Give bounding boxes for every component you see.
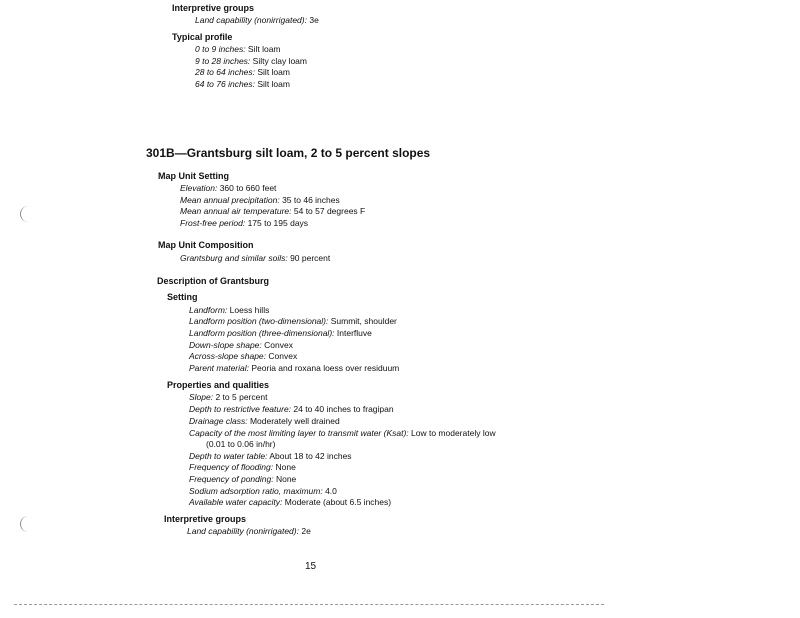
prev-land-capability-value: 3e: [306, 15, 319, 25]
prev-land-capability-label: Land capability (nonirrigated):: [195, 15, 307, 25]
profile-layer-row: [195, 79, 290, 89]
desc-setting-label: Landform position (two-dimensional):: [189, 316, 329, 326]
property-value: 2 to 5 percent: [213, 392, 268, 402]
property-value: Low to moderately low: [408, 428, 496, 438]
desc-setting-value: Loess hills: [227, 305, 270, 315]
setting-value: 54 to 57 degrees F: [291, 206, 366, 216]
desc-setting-label: Landform position (three-dimensional):: [189, 328, 335, 338]
property-value: Moderate (about 6.5 inches): [282, 497, 392, 507]
setting-row: [180, 183, 276, 193]
property-label: Frequency of ponding:: [189, 474, 274, 484]
setting-row: [180, 195, 340, 205]
description-setting-heading: Setting: [167, 292, 198, 302]
profile-layer-texture: Silt loam: [255, 79, 290, 89]
profile-layer-texture: Silty clay loam: [250, 56, 307, 66]
description-heading: Description of Grantsburg: [157, 276, 270, 286]
desc-setting-row: [189, 305, 269, 315]
setting-label: Elevation:: [180, 183, 218, 193]
property-row: [189, 428, 496, 438]
prev-interpretive-groups-heading: Interpretive groups: [172, 3, 255, 13]
profile-layer-row: [195, 44, 281, 54]
setting-label: Mean annual air temperature:: [180, 206, 292, 216]
desc-setting-label: Down-slope shape:: [189, 340, 262, 350]
desc-setting-label: Landform:: [189, 305, 228, 315]
map-unit-composition-heading: Map Unit Composition: [158, 240, 254, 250]
desc-setting-row: [189, 340, 293, 350]
setting-value: 35 to 46 inches: [279, 195, 340, 205]
land-capability-label: Land capability (nonirrigated):: [187, 526, 299, 536]
composition-label: Grantsburg and similar soils:: [180, 253, 288, 263]
map-unit-setting-heading: Map Unit Setting: [158, 171, 229, 181]
property-label: Drainage class:: [189, 416, 248, 426]
prev-land-capability-row: [195, 15, 319, 25]
property-row: [189, 451, 352, 461]
interpretive-groups-heading: Interpretive groups: [164, 514, 247, 524]
property-label: Depth to restrictive feature:: [189, 404, 292, 414]
property-label: Depth to water table:: [189, 451, 268, 461]
property-row: [189, 486, 337, 496]
composition-value: 90 percent: [287, 253, 331, 263]
binder-hole-mark: [20, 206, 31, 222]
property-row: [189, 462, 296, 472]
profile-layer-depth: 28 to 64 inches:: [195, 67, 256, 77]
property-value: None: [273, 462, 296, 472]
profile-layer-depth: 0 to 9 inches:: [195, 44, 246, 54]
desc-setting-value: Interfluve: [334, 328, 372, 338]
property-row: [189, 392, 267, 402]
land-capability-value: 2e: [298, 526, 311, 536]
setting-label: Frost-free period:: [180, 218, 246, 228]
property-value: 4.0: [322, 486, 337, 496]
desc-setting-label: Parent material:: [189, 363, 249, 373]
desc-setting-row: [189, 351, 297, 361]
properties-heading: Properties and qualities: [167, 380, 270, 390]
property-row: [189, 404, 394, 414]
composition-row: [180, 253, 330, 263]
desc-setting-row: [189, 328, 372, 338]
scan-artifact-line: [14, 604, 604, 605]
page-number: 15: [305, 561, 317, 572]
profile-layer-depth: 9 to 28 inches:: [195, 56, 251, 66]
property-value: Moderately well drained: [247, 416, 340, 426]
desc-setting-row: [189, 316, 397, 326]
land-capability-row: [187, 526, 311, 536]
desc-setting-value: Summit, shoulder: [328, 316, 397, 326]
property-value: (0.01 to 0.06 in/hr): [206, 439, 276, 449]
map-unit-title: 301B—Grantsburg silt loam, 2 to 5 percent slopes: [146, 146, 431, 160]
setting-value: 175 to 195 days: [245, 218, 309, 228]
property-value: 24 to 40 inches to fragipan: [291, 404, 394, 414]
profile-layer-depth: 64 to 76 inches:: [195, 79, 256, 89]
profile-layer-row: [195, 56, 307, 66]
property-label: Slope:: [189, 392, 214, 402]
property-row: [189, 416, 340, 426]
binder-hole-mark: [20, 516, 31, 532]
property-label: Available water capacity:: [189, 497, 283, 507]
typical-profile-heading: Typical profile: [172, 32, 233, 42]
desc-setting-value: Convex: [261, 340, 293, 350]
property-row: [189, 497, 391, 507]
setting-row: [180, 218, 308, 228]
desc-setting-value: Peoria and roxana loess over residuum: [249, 363, 400, 373]
property-value: None: [273, 474, 297, 484]
setting-label: Mean annual precipitation:: [180, 195, 280, 205]
desc-setting-value: Convex: [266, 351, 298, 361]
desc-setting-label: Across-slope shape:: [189, 351, 267, 361]
profile-layer-texture: Silt loam: [245, 44, 281, 54]
setting-row: [180, 206, 365, 216]
property-label: Frequency of flooding:: [189, 462, 274, 472]
property-label: Capacity of the most limiting layer to transmit water (Ksat):: [189, 428, 409, 438]
property-row: [189, 474, 296, 484]
property-value: About 18 to 42 inches: [267, 451, 352, 461]
profile-layer-texture: Silt loam: [255, 67, 290, 77]
property-label: Sodium adsorption ratio, maximum:: [189, 486, 323, 496]
desc-setting-row: [189, 363, 399, 373]
setting-value: 360 to 660 feet: [217, 183, 277, 193]
property-row-continuation: [206, 439, 275, 449]
profile-layer-row: [195, 67, 290, 77]
